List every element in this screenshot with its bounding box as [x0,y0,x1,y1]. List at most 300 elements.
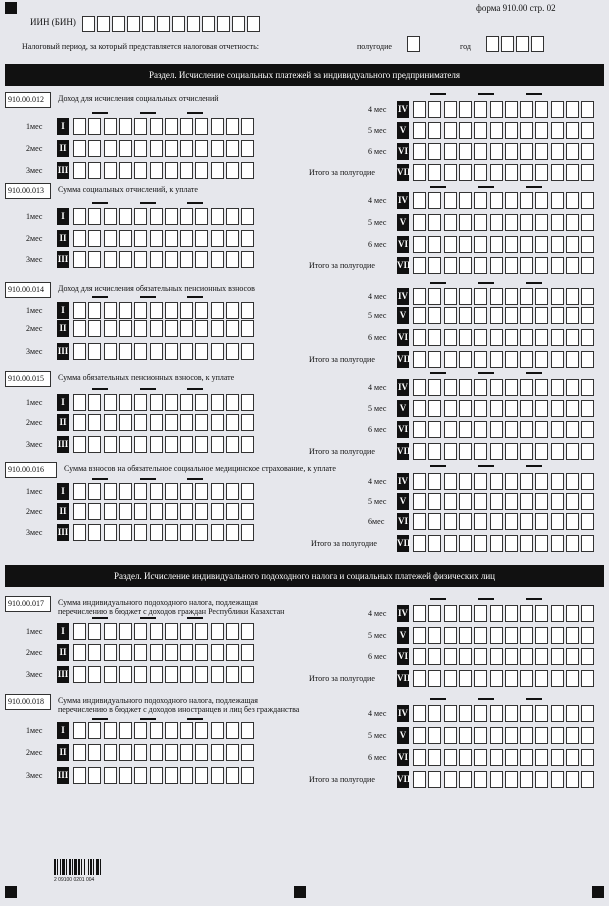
digit-cell[interactable] [551,351,564,368]
digit-cell[interactable] [88,436,101,453]
digit-cell[interactable] [119,483,132,500]
digit-cell[interactable] [581,400,594,417]
digit-cell[interactable] [165,483,178,500]
digit-cell[interactable] [520,670,533,687]
digit-cell[interactable] [119,343,132,360]
digit-cell[interactable] [428,164,441,181]
digit-cell[interactable] [520,421,533,438]
digit-cell[interactable] [444,513,457,530]
digit-cell[interactable] [566,443,579,460]
digit-cell[interactable] [490,727,503,744]
digit-cell[interactable] [241,644,254,661]
digit-cell[interactable] [104,524,117,541]
iin-digit-cell[interactable] [217,16,230,32]
digit-cell[interactable] [551,627,564,644]
digit-cell[interactable] [581,351,594,368]
digit-cell[interactable] [581,535,594,552]
digit-cell[interactable] [581,257,594,274]
digit-cell[interactable] [211,414,224,431]
digit-cell[interactable] [459,236,472,253]
digit-cell[interactable] [520,307,533,324]
digit-cell[interactable] [551,605,564,622]
digit-cell[interactable] [165,666,178,683]
digit-cell[interactable] [104,208,117,225]
digit-cell[interactable] [119,414,132,431]
digit-cell[interactable] [119,320,132,337]
digit-cell[interactable] [505,192,518,209]
digit-cell[interactable] [150,644,163,661]
digit-cell[interactable] [241,230,254,247]
digit-cell[interactable] [413,164,426,181]
digit-cell[interactable] [134,208,147,225]
digit-cell[interactable] [413,192,426,209]
digit-cell[interactable] [134,320,147,337]
digit-cell[interactable] [73,320,86,337]
digit-cell[interactable] [211,230,224,247]
digit-cell[interactable] [520,605,533,622]
digit-cell[interactable] [73,744,86,761]
digit-cell[interactable] [180,343,193,360]
digit-cell[interactable] [581,627,594,644]
digit-cell[interactable] [444,493,457,510]
digit-cell[interactable] [566,605,579,622]
digit-cell[interactable] [566,535,579,552]
digit-cell[interactable] [428,443,441,460]
digit-cell[interactable] [490,192,503,209]
digit-cell[interactable] [73,118,86,135]
digit-cell[interactable] [474,236,487,253]
digit-cell[interactable] [119,230,132,247]
digit-cell[interactable] [535,705,548,722]
digit-cell[interactable] [150,140,163,157]
digit-cell[interactable] [520,351,533,368]
digit-cell[interactable] [104,251,117,268]
digit-cell[interactable] [459,122,472,139]
digit-cell[interactable] [566,257,579,274]
digit-cell[interactable] [413,236,426,253]
digit-cell[interactable] [428,705,441,722]
digit-cell[interactable] [88,524,101,541]
digit-cell[interactable] [88,302,101,319]
digit-cell[interactable] [134,503,147,520]
digit-cell[interactable] [226,302,239,319]
digit-cell[interactable] [195,162,208,179]
digit-cell[interactable] [566,164,579,181]
digit-cell[interactable] [195,666,208,683]
digit-cell[interactable] [88,118,101,135]
digit-cell[interactable] [474,329,487,346]
digit-cell[interactable] [490,351,503,368]
digit-cell[interactable] [150,118,163,135]
digit-cell[interactable] [551,379,564,396]
digit-cell[interactable] [566,351,579,368]
digit-cell[interactable] [150,524,163,541]
digit-cell[interactable] [581,329,594,346]
digit-cell[interactable] [226,767,239,784]
digit-cell[interactable] [73,436,86,453]
digit-cell[interactable] [104,414,117,431]
digit-cell[interactable] [444,122,457,139]
digit-cell[interactable] [581,513,594,530]
digit-cell[interactable] [490,329,503,346]
digit-cell[interactable] [566,122,579,139]
digit-cell[interactable] [413,288,426,305]
digit-cell[interactable] [180,483,193,500]
digit-cell[interactable] [104,666,117,683]
digit-cell[interactable] [490,421,503,438]
digit-cell[interactable] [226,644,239,661]
digit-cell[interactable] [413,329,426,346]
digit-cell[interactable] [428,670,441,687]
digit-cell[interactable] [551,493,564,510]
digit-cell[interactable] [413,727,426,744]
digit-cell[interactable] [505,400,518,417]
digit-cell[interactable] [413,257,426,274]
digit-cell[interactable] [581,771,594,788]
digit-cell[interactable] [195,251,208,268]
iin-digit-cell[interactable] [127,16,140,32]
digit-cell[interactable] [535,400,548,417]
digit-cell[interactable] [104,230,117,247]
digit-cell[interactable] [581,727,594,744]
digit-cell[interactable] [180,744,193,761]
digit-cell[interactable] [150,162,163,179]
digit-cell[interactable] [535,329,548,346]
digit-cell[interactable] [180,644,193,661]
digit-cell[interactable] [211,644,224,661]
digit-cell[interactable] [150,414,163,431]
digit-cell[interactable] [566,101,579,118]
digit-cell[interactable] [566,421,579,438]
digit-cell[interactable] [490,705,503,722]
digit-cell[interactable] [150,483,163,500]
digit-cell[interactable] [551,749,564,766]
digit-cell[interactable] [459,307,472,324]
digit-cell[interactable] [73,767,86,784]
digit-cell[interactable] [474,535,487,552]
digit-cell[interactable] [581,214,594,231]
digit-cell[interactable] [211,722,224,739]
digit-cell[interactable] [195,320,208,337]
digit-cell[interactable] [119,644,132,661]
digit-cell[interactable] [459,627,472,644]
digit-cell[interactable] [520,101,533,118]
digit-cell[interactable] [581,605,594,622]
digit-cell[interactable] [413,749,426,766]
digit-cell[interactable] [119,162,132,179]
digit-cell[interactable] [180,414,193,431]
digit-cell[interactable] [490,379,503,396]
digit-cell[interactable] [88,208,101,225]
digit-cell[interactable] [459,421,472,438]
digit-cell[interactable] [413,535,426,552]
digit-cell[interactable] [520,400,533,417]
digit-cell[interactable] [490,473,503,490]
digit-cell[interactable] [459,288,472,305]
digit-cell[interactable] [474,771,487,788]
digit-cell[interactable] [444,379,457,396]
digit-cell[interactable] [428,749,441,766]
digit-cell[interactable] [505,771,518,788]
digit-cell[interactable] [490,143,503,160]
digit-cell[interactable] [413,400,426,417]
digit-cell[interactable] [88,744,101,761]
digit-cell[interactable] [195,503,208,520]
digit-cell[interactable] [226,320,239,337]
digit-cell[interactable] [474,605,487,622]
digit-cell[interactable] [459,192,472,209]
digit-cell[interactable] [490,648,503,665]
digit-cell[interactable] [474,648,487,665]
digit-cell[interactable] [428,535,441,552]
digit-cell[interactable] [566,400,579,417]
digit-cell[interactable] [566,473,579,490]
digit-cell[interactable] [520,705,533,722]
digit-cell[interactable] [444,727,457,744]
digit-cell[interactable] [520,257,533,274]
digit-cell[interactable] [490,400,503,417]
digit-cell[interactable] [520,164,533,181]
digit-cell[interactable] [551,192,564,209]
digit-cell[interactable] [581,164,594,181]
digit-cell[interactable] [459,379,472,396]
digit-cell[interactable] [413,421,426,438]
digit-cell[interactable] [505,421,518,438]
digit-cell[interactable] [566,749,579,766]
digit-cell[interactable] [474,379,487,396]
iin-digit-cell[interactable] [97,16,110,32]
digit-cell[interactable] [566,236,579,253]
digit-cell[interactable] [150,623,163,640]
digit-cell[interactable] [581,143,594,160]
digit-cell[interactable] [104,140,117,157]
digit-cell[interactable] [104,162,117,179]
digit-cell[interactable] [428,122,441,139]
iin-digit-cell[interactable] [112,16,125,32]
digit-cell[interactable] [474,400,487,417]
digit-cell[interactable] [444,627,457,644]
digit-cell[interactable] [535,727,548,744]
digit-cell[interactable] [226,343,239,360]
digit-cell[interactable] [474,307,487,324]
digit-cell[interactable] [195,394,208,411]
digit-cell[interactable] [551,400,564,417]
digit-cell[interactable] [88,767,101,784]
digit-cell[interactable] [241,394,254,411]
iin-digit-cell[interactable] [247,16,260,32]
digit-cell[interactable] [180,394,193,411]
digit-cell[interactable] [428,771,441,788]
digit-cell[interactable] [581,236,594,253]
year-digit-cell[interactable] [531,36,544,52]
digit-cell[interactable] [241,436,254,453]
digit-cell[interactable] [104,767,117,784]
digit-cell[interactable] [119,767,132,784]
digit-cell[interactable] [444,307,457,324]
digit-cell[interactable] [535,535,548,552]
digit-cell[interactable] [119,744,132,761]
digit-cell[interactable] [180,162,193,179]
half-year-input[interactable] [407,36,420,52]
digit-cell[interactable] [474,749,487,766]
digit-cell[interactable] [428,214,441,231]
digit-cell[interactable] [134,118,147,135]
digit-cell[interactable] [226,503,239,520]
digit-cell[interactable] [490,535,503,552]
digit-cell[interactable] [119,623,132,640]
digit-cell[interactable] [474,493,487,510]
digit-cell[interactable] [505,164,518,181]
digit-cell[interactable] [150,767,163,784]
digit-cell[interactable] [211,251,224,268]
digit-cell[interactable] [119,436,132,453]
digit-cell[interactable] [180,230,193,247]
digit-cell[interactable] [241,343,254,360]
digit-cell[interactable] [180,320,193,337]
digit-cell[interactable] [581,122,594,139]
digit-cell[interactable] [104,118,117,135]
digit-cell[interactable] [551,307,564,324]
digit-cell[interactable] [535,143,548,160]
digit-cell[interactable] [134,162,147,179]
digit-cell[interactable] [444,421,457,438]
digit-cell[interactable] [551,288,564,305]
digit-cell[interactable] [241,208,254,225]
digit-cell[interactable] [195,302,208,319]
digit-cell[interactable] [551,214,564,231]
digit-cell[interactable] [211,744,224,761]
digit-cell[interactable] [581,288,594,305]
digit-cell[interactable] [88,483,101,500]
digit-cell[interactable] [520,214,533,231]
digit-cell[interactable] [226,722,239,739]
digit-cell[interactable] [535,627,548,644]
digit-cell[interactable] [241,302,254,319]
digit-cell[interactable] [581,421,594,438]
digit-cell[interactable] [459,164,472,181]
digit-cell[interactable] [459,143,472,160]
digit-cell[interactable] [211,140,224,157]
digit-cell[interactable] [474,473,487,490]
digit-cell[interactable] [195,230,208,247]
digit-cell[interactable] [551,727,564,744]
digit-cell[interactable] [490,101,503,118]
digit-cell[interactable] [134,436,147,453]
digit-cell[interactable] [88,666,101,683]
digit-cell[interactable] [520,627,533,644]
digit-cell[interactable] [505,143,518,160]
digit-cell[interactable] [134,744,147,761]
digit-cell[interactable] [428,648,441,665]
digit-cell[interactable] [195,414,208,431]
digit-cell[interactable] [88,414,101,431]
digit-cell[interactable] [474,670,487,687]
digit-cell[interactable] [474,143,487,160]
digit-cell[interactable] [73,503,86,520]
digit-cell[interactable] [428,727,441,744]
digit-cell[interactable] [566,727,579,744]
digit-cell[interactable] [211,302,224,319]
digit-cell[interactable] [165,623,178,640]
digit-cell[interactable] [88,722,101,739]
digit-cell[interactable] [134,394,147,411]
digit-cell[interactable] [474,164,487,181]
digit-cell[interactable] [428,192,441,209]
digit-cell[interactable] [180,767,193,784]
digit-cell[interactable] [490,493,503,510]
digit-cell[interactable] [119,140,132,157]
digit-cell[interactable] [505,705,518,722]
digit-cell[interactable] [413,605,426,622]
iin-digit-cell[interactable] [157,16,170,32]
digit-cell[interactable] [581,670,594,687]
digit-cell[interactable] [505,101,518,118]
digit-cell[interactable] [211,162,224,179]
digit-cell[interactable] [459,605,472,622]
digit-cell[interactable] [459,214,472,231]
digit-cell[interactable] [566,214,579,231]
digit-cell[interactable] [413,307,426,324]
digit-cell[interactable] [459,329,472,346]
digit-cell[interactable] [165,394,178,411]
digit-cell[interactable] [195,524,208,541]
digit-cell[interactable] [134,302,147,319]
digit-cell[interactable] [505,670,518,687]
digit-cell[interactable] [505,535,518,552]
digit-cell[interactable] [459,351,472,368]
digit-cell[interactable] [520,493,533,510]
digit-cell[interactable] [551,670,564,687]
digit-cell[interactable] [566,648,579,665]
digit-cell[interactable] [428,101,441,118]
digit-cell[interactable] [134,343,147,360]
digit-cell[interactable] [566,771,579,788]
digit-cell[interactable] [490,122,503,139]
digit-cell[interactable] [413,771,426,788]
digit-cell[interactable] [195,343,208,360]
digit-cell[interactable] [413,143,426,160]
digit-cell[interactable] [505,257,518,274]
digit-cell[interactable] [490,771,503,788]
digit-cell[interactable] [226,251,239,268]
digit-cell[interactable] [211,503,224,520]
digit-cell[interactable] [490,307,503,324]
iin-digit-cell[interactable] [187,16,200,32]
digit-cell[interactable] [535,473,548,490]
digit-cell[interactable] [535,288,548,305]
digit-cell[interactable] [180,251,193,268]
digit-cell[interactable] [73,343,86,360]
digit-cell[interactable] [195,118,208,135]
digit-cell[interactable] [180,436,193,453]
digit-cell[interactable] [551,329,564,346]
digit-cell[interactable] [165,436,178,453]
digit-cell[interactable] [535,192,548,209]
digit-cell[interactable] [566,143,579,160]
digit-cell[interactable] [474,214,487,231]
digit-cell[interactable] [413,379,426,396]
digit-cell[interactable] [581,192,594,209]
digit-cell[interactable] [428,473,441,490]
digit-cell[interactable] [551,513,564,530]
digit-cell[interactable] [444,329,457,346]
digit-cell[interactable] [490,288,503,305]
digit-cell[interactable] [195,767,208,784]
digit-cell[interactable] [241,162,254,179]
digit-cell[interactable] [474,257,487,274]
digit-cell[interactable] [520,288,533,305]
digit-cell[interactable] [490,257,503,274]
